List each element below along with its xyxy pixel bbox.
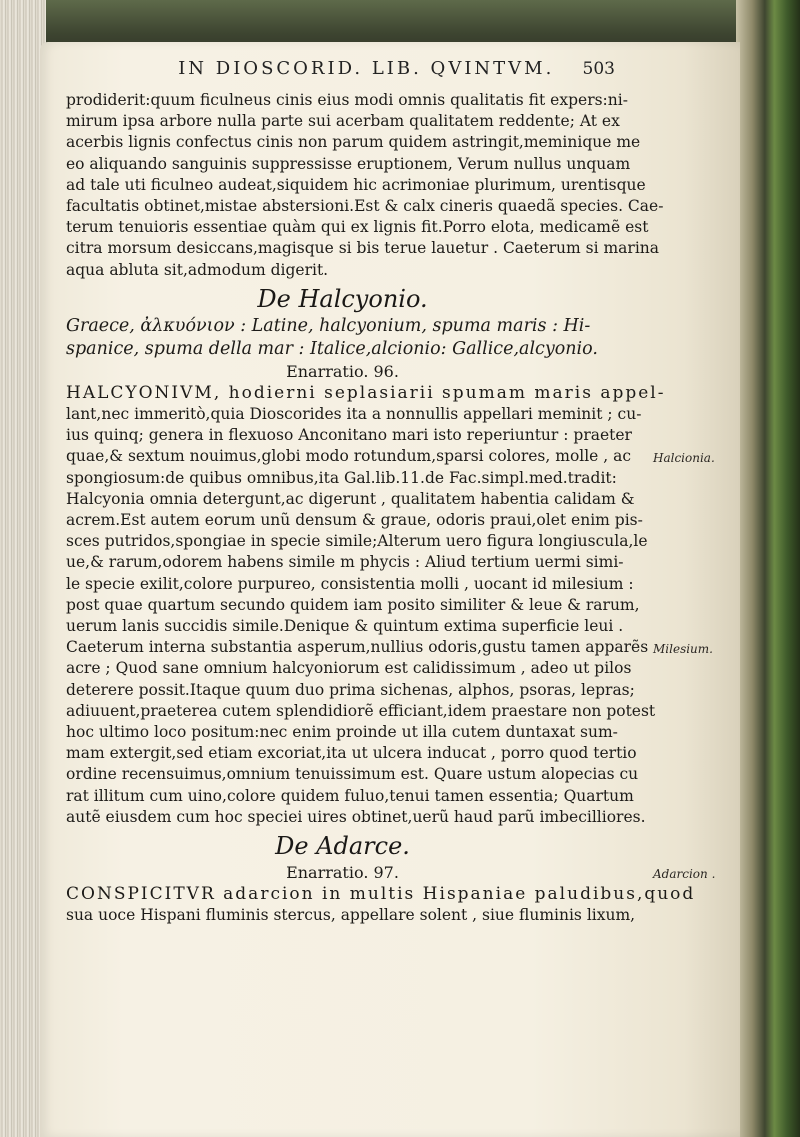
text-line: deterere possit.Itaque quum duo prima sichenas, alphos, psoras, lepras; <box>66 680 635 699</box>
text-line: CONSPICITVR adarcion in multis Hispaniae paludibus,quod <box>66 884 696 905</box>
margin-note-halcyonia: Halcionia. <box>653 451 715 465</box>
running-title: IN DIOSCORID. LIB. QVINTVM. <box>178 58 555 79</box>
page-number: 503 <box>582 59 615 79</box>
text-line: spongiosum:de quibus omnibus,ita Gal.lib.11.de Fac.simpl.med.tradit: <box>66 468 617 487</box>
text-line: mirum ipsa arbore nulla parte sui acerbam qualitatem reddente; At ex <box>66 112 620 131</box>
text-line: ius quinq; genera in flexuoso Anconitano mari isto reperiuntur : praeter <box>66 426 632 445</box>
text-line: ue,& rarum,odorem habens simile m phycis : Aliud tertium uermi simi- <box>66 553 624 572</box>
paragraph-halcyonium <box>66 382 666 828</box>
enarratio-label: Enarratio. 97. <box>286 863 399 883</box>
text-line: ad tale uti ficulneo audeat,siquidem hic acrimoniae plurimum, urentisque <box>66 175 646 194</box>
text-line: terum tenuioris essentiae quàm qui ex lignis fit.Porro elota, medicamẽ est <box>66 218 649 237</box>
text-line: rat illitum cum uino,colore quidem fuluo,tenui tamen essentia; Quartum <box>66 786 634 805</box>
section-heading-halcyonio: De Halcyonio. <box>257 284 428 313</box>
text-line: prodiderit:quum ficulneus cinis eius modi omnis qualitatis fit expers:ni- <box>66 91 628 109</box>
text-line: Caeterum interna substantia asperum,nullius odoris,gustu tamen apparẽs <box>66 638 649 657</box>
text-line: adiuuent,praeterea cutem splendidiorẽ efficiant,idem praestare non potest <box>66 701 656 720</box>
text-line: acerbis lignis confectus cinis non parum quidem astringit,meminique me <box>66 133 641 152</box>
section-heading-adarce: De Adarce. <box>275 832 410 861</box>
text-line: ordine recensuimus,omnium tenuissimum est. Quare ustum alopecias cu <box>66 765 639 784</box>
text-line: aqua abluta sit,admodum digerit. <box>66 260 329 279</box>
text-line: hoc ultimo loco positum:nec enim proinde ut illa cutem duntaxat sum- <box>66 723 618 742</box>
scanner-background-right <box>736 0 800 1137</box>
text-line: acrem.Est autem eorum unũ densum & graue, odoris praui,olet enim pis- <box>66 511 643 530</box>
running-head <box>150 58 615 84</box>
blank-page-area <box>66 922 619 1122</box>
text-line: eo aliquando sanguinis suppressisse eruptionem, Verum nullus unquam <box>66 154 631 173</box>
text-line: autẽ eiusdem cum hoc speciei uires obtinet,uerũ haud parũ imbecilliores. <box>66 807 646 826</box>
enarratio-label: Enarratio. 96. <box>286 361 399 381</box>
book-page <box>40 42 740 1137</box>
text-line: le specie exilit,colore purpureo, consistentia molli , uocant id milesium : <box>66 574 634 593</box>
text-line: Halcyonia omnia detergunt,ac digerunt , qualitatem habentia calidam & <box>66 489 635 508</box>
margin-note-milesium: Milesium. <box>653 642 713 656</box>
text-line: uerum lanis succidis simile.Denique & quintum extima superficie leui . <box>66 617 624 636</box>
text-line: lant,nec immeritò,quia Dioscorides ita a nonnullis appellari meminit ; cu- <box>66 405 642 424</box>
names-line: Graece, ἀλκυόνιον : Latine, halcyonium, spuma maris : Hi- <box>66 315 591 336</box>
text-line: sua uoce Hispani fluminis stercus, appellare solent , siue fluminis lixum, <box>66 906 636 925</box>
text-line: post quae quartum secundo quidem iam posito similiter & leue & rarum, <box>66 595 640 614</box>
margin-note-adarcion: Adarcion . <box>653 867 716 881</box>
text-line: mam extergit,sed etiam excoriat,ita ut ulcera inducat , porro quod tertio <box>66 744 637 763</box>
text-line: quae,& sextum nouimus,globi modo rotundum,sparsi colores, molle , ac <box>66 447 632 466</box>
names-line: spanice, spuma della mar : Italice,alcionio: Gallice,alcyonio. <box>66 338 598 359</box>
paragraph-adarcion <box>66 884 696 926</box>
paragraph-cinis <box>66 90 664 281</box>
text-line: acre ; Quod sane omnium halcyoniorum est calidissimum , adeo ut pilos <box>66 659 632 678</box>
text-line: sces putridos,spongiae in specie simile;Alterum uero figura longiuscula,le <box>66 532 648 551</box>
text-line: HALCYONIVM, hodierni seplasiarii spumam maris appel- <box>66 382 666 403</box>
text-line: facultatis obtinet,mistae abstersioni.Est & calx cineris quaedã species. Cae- <box>66 197 664 216</box>
text-line: citra morsum desiccans,magisque si bis terue lauetur . Caeterum si marina <box>66 239 660 258</box>
